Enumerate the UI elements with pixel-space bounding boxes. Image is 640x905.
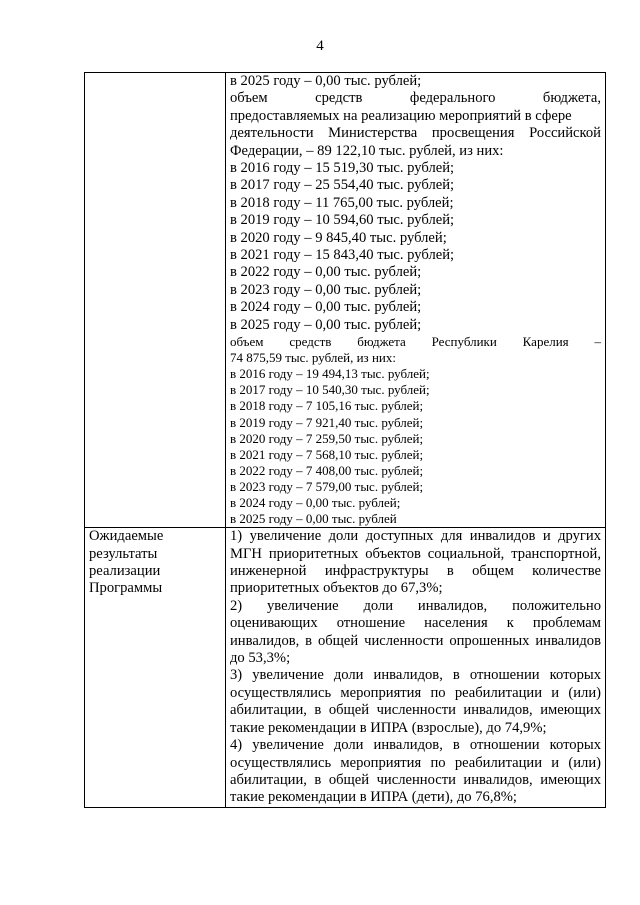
regional-year-line: в 2017 году – 10 540,30 тыс. рублей; <box>230 382 430 398</box>
financing-row <box>85 73 606 528</box>
regional-year-line: в 2019 году – 7 921,40 тыс. рублей; <box>230 414 424 430</box>
federal-year-line: в 2024 году – 0,00 тыс. рублей; <box>230 299 422 316</box>
regional-year-line: в 2022 году – 7 408,00 тыс. рублей; <box>230 462 424 478</box>
regional-year-line: в 2021 году – 7 568,10 тыс. рублей; <box>230 446 424 462</box>
federal-year-line: в 2019 году – 10 594,60 тыс. рублей; <box>230 212 455 229</box>
results-value-cell <box>226 528 606 808</box>
financing-value-cell <box>226 73 606 528</box>
regional-intro-line: объем средств бюджета Республики Карелия – <box>230 334 601 350</box>
federal-year-line: в 2021 году – 15 843,40 тыс. рублей; <box>230 247 455 264</box>
result-item: 2) увеличение доли инвалидов, положительно оценивающих отношение населения к проблемам инвалидов, в общей численности опрошенных инвалидов до 53,3%; <box>230 597 601 667</box>
regional-year-line: в 2020 году – 7 259,50 тыс. рублей; <box>230 430 424 446</box>
federal-intro-line: деятельности Министерства просвещения Российской <box>230 125 601 142</box>
federal-year-line: в 2018 году – 11 765,00 тыс. рублей; <box>230 194 454 211</box>
federal-year-line: в 2020 году – 9 845,40 тыс. рублей; <box>230 229 447 246</box>
year-line: в 2025 году – 0,00 тыс. рублей; <box>230 73 422 89</box>
results-label-line: реализации <box>89 563 161 580</box>
regional-year-line: в 2024 году – 0,00 тыс. рублей; <box>230 495 401 511</box>
results-label-cell <box>85 528 226 808</box>
federal-year-line: в 2022 году – 0,00 тыс. рублей; <box>230 264 422 281</box>
regional-year-line: в 2025 году – 0,00 тыс. рублей <box>230 511 397 527</box>
regional-year-line: в 2016 году – 19 494,13 тыс. рублей; <box>230 366 430 382</box>
federal-year-line: в 2025 году – 0,00 тыс. рублей; <box>230 316 422 333</box>
result-item: 1) увеличение доли доступных для инвалидов и других МГН приоритетных объектов социальной, транспортной, инженерной инфраструктуры в общем количестве приоритетных объектов до 67,3%; <box>230 528 601 597</box>
results-row <box>85 528 606 808</box>
results-label-line: результаты <box>89 545 158 562</box>
results-label-line: Программы <box>89 580 163 597</box>
federal-year-line: в 2016 году – 15 519,30 тыс. рублей; <box>230 160 455 177</box>
program-passport-table <box>84 72 606 808</box>
federal-year-line: в 2023 году – 0,00 тыс. рублей; <box>230 281 422 298</box>
result-item: 3) увеличение доли инвалидов, в отношении которых осуществлялись мероприятия по реабилитации и (или) абилитации, в общей численности инвалидов, имеющих такие рекомендации в ИПРА (взрослые), до 74,9%; <box>230 667 601 736</box>
results-label-line: Ожидаемые <box>89 528 164 545</box>
federal-intro-line: объем средств федерального бюджета, <box>230 90 601 107</box>
regional-year-line: в 2023 году – 7 579,00 тыс. рублей; <box>230 478 424 494</box>
regional-intro-line: 74 875,59 тыс. рублей, из них: <box>230 350 396 366</box>
page-number: 4 <box>316 38 324 54</box>
regional-year-line: в 2018 году – 7 105,16 тыс. рублей; <box>230 398 424 414</box>
financing-label-cell <box>85 73 226 528</box>
federal-intro-line: предоставляемых на реализацию мероприятий в сфере <box>230 107 572 124</box>
federal-year-line: в 2017 году – 25 554,40 тыс. рублей; <box>230 177 455 194</box>
result-item: 4) увеличение доли инвалидов, в отношении которых осуществлялись мероприятия по реабилитации и (или) абилитации, в общей численности инвалидов, имеющих такие рекомендации в ИПРА (дети), до 76,8%; <box>230 737 601 806</box>
federal-intro-line: Федерации, – 89 122,10 тыс. рублей, из них: <box>230 142 504 159</box>
